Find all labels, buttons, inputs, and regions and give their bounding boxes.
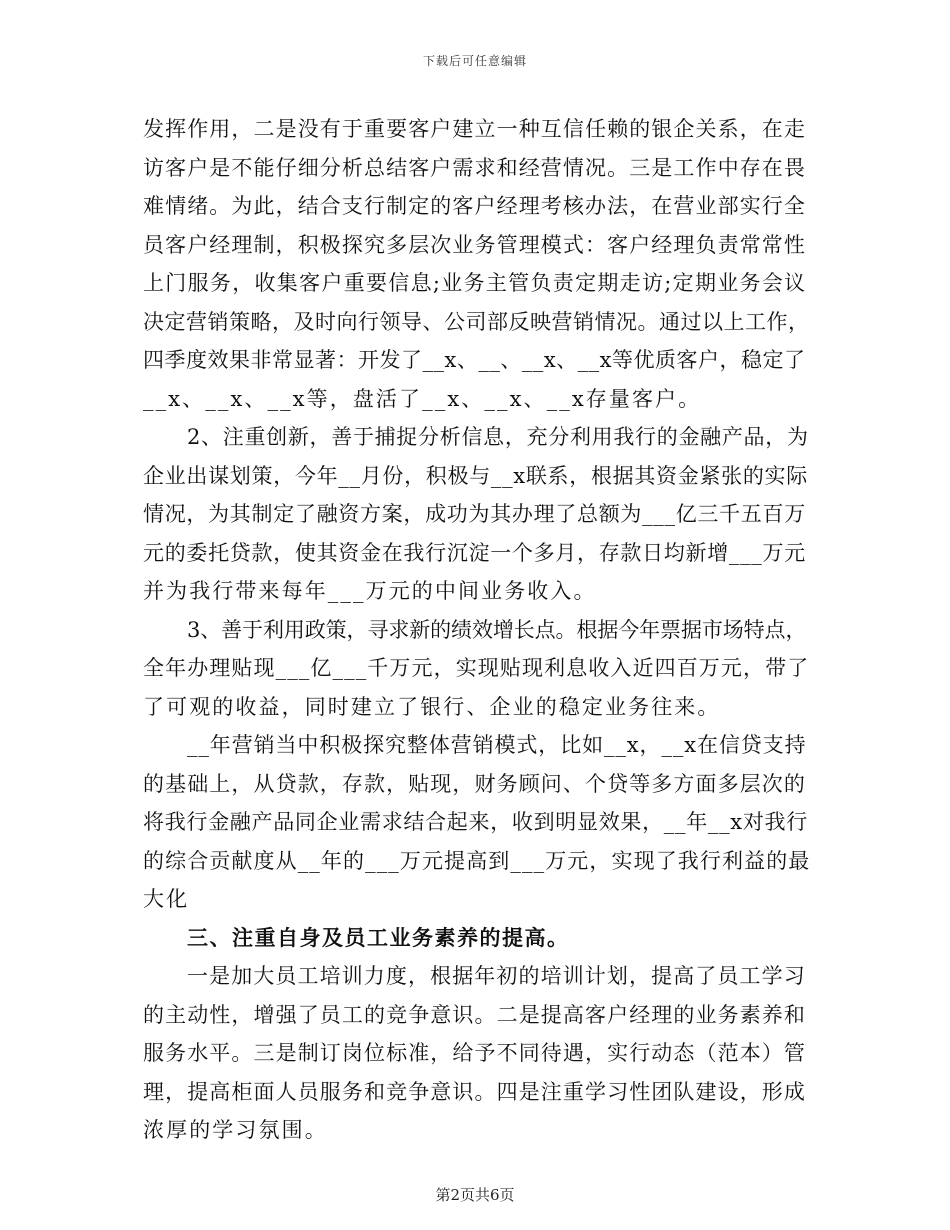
paragraph-line: 的主动性，增强了员工的竞争意识。二是提高客户经理的业务素养和	[143, 1002, 806, 1027]
paragraph-line: 企业出谋划策，今年__月份，积极与__x联系，根据其资金紧张的实际	[143, 463, 808, 488]
paragraph-line: 浓厚的学习氛围。	[143, 1118, 328, 1142]
document-body	[143, 110, 811, 1150]
paragraph-line: 员客户经理制，积极探究多层次业务管理模式：客户经理负责常常性	[143, 232, 806, 257]
paragraph-line: 的综合贡献度从__年的___万元提高到___万元，实现了我行利益的最	[143, 848, 811, 873]
paragraph-line: 决定营销策略，及时向行领导、公司部反映营销情况。通过以上工作，	[143, 309, 810, 334]
paragraph-line: 一是加大员工培训力度，根据年初的培训计划，提高了员工学习	[187, 964, 806, 988]
page-header-note: 下载后可任意编辑	[422, 54, 527, 68]
paragraph-line: 上门服务，收集客户重要信息;业务主管负责定期走访;定期业务会议	[143, 271, 807, 295]
paragraph-line: 难情绪。为此，结合支行制定的客户经理考核办法，在营业部实行全	[143, 194, 806, 218]
paragraph-line: 访客户是不能仔细分析总结客户需求和经营情况。三是工作中存在畏	[143, 155, 806, 180]
section-heading: 三、注重自身及员工业务素养的提高。	[187, 924, 570, 950]
paragraph-line: 3、善于利用政策，寻求新的绩效增长点。根据今年票据市场特点，	[187, 617, 807, 642]
paragraph-line: __年营销当中积极探究整体营销模式，比如__x，__x在信贷支持	[187, 733, 807, 757]
page-number-footer: 第2页共6页	[435, 1186, 515, 1204]
paragraph-line: 了可观的收益，同时建立了银行、企业的稳定业务往来。	[143, 694, 721, 719]
paragraph-line: 大化	[143, 887, 190, 911]
paragraph-line: 理，提高柜面人员服务和竞争意识。四是注重学习性团队建设，形成	[143, 1079, 806, 1104]
paragraph-line: 情况，为其制定了融资方案，成功为其办理了总额为___亿三千五百万	[143, 502, 806, 526]
paragraph-line: __x、__x、__x等，盘活了__x、__x、__x存量客户。	[143, 386, 702, 411]
paragraph-line: 元的委托贷款，使其资金在我行沉淀一个多月，存款日均新增___万元	[143, 540, 806, 565]
paragraph-line: 服务水平。三是制订岗位标准，给予不同待遇，实行动态（范本）管	[143, 1041, 806, 1065]
paragraph-line: 2、注重创新，善于捕捉分析信息，充分利用我行的金融产品，为	[187, 425, 809, 449]
paragraph-line: 并为我行带来每年___万元的中间业务收入。	[143, 579, 597, 603]
paragraph-line: 四季度效果非常显著：开发了__x、__、__x、__x等优质客户，稳定了	[143, 348, 806, 372]
paragraph-line: 发挥作用，二是没有于重要客户建立一种互信任赖的银企关系，在走	[143, 117, 806, 141]
paragraph-line: 将我行金融产品同企业需求结合起来，收到明显效果，__年__x对我行	[143, 810, 808, 834]
paragraph-line: 的基础上，从贷款，存款，贴现，财务顾问、个贷等多方面多层次的	[143, 771, 806, 796]
paragraph-line: 全年办理贴现___亿___千万元，实现贴现利息收入近四百万元，带了	[143, 656, 810, 680]
